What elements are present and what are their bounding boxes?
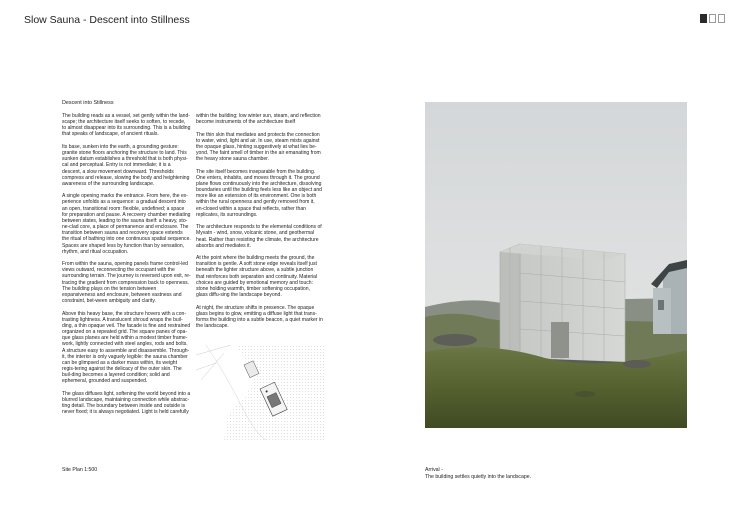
page-title: Slow Sauna - Descent into Stillness <box>24 14 190 26</box>
site-plan-label: Site Plan 1:500 <box>62 467 98 473</box>
page-indicator <box>700 14 725 23</box>
paragraph: The building reads as a vessel, set gently within the land-scape; the architecture itself seeks to soften, to recede, to almost disappear into its surrounding. This is a building that speaks of landscape, of ancient rituals. <box>62 113 191 138</box>
paragraph: At night, the structure shifts in presence. The opaque glass begins to glow, emitting a diffuse light that trans-forms the building into a subtle beacon, a quiet marker in the landscape. <box>196 304 323 330</box>
paragraph: Above this heavy base, the structure hovers with a con-trasting lightness. A translucent shroud wraps the buil-ding, a thin opaque veil. The facade is fine and restrained organized on a repeated grid. The square panes of opa-que glass planes are held within a modest timber frame-work, lightly connected with steel angles, rods and bolts. A structure easy to assemble and disassemble. Through-it, the interior is only vaguely legible: the sauna chamber can be glimpsed as a darker mass within, its weight regis-tering against the delicacy of the outer skin. The buil-ding becomes a layered condition; solid and ephemeral, grounded and suspended. <box>62 310 191 385</box>
paragraph: The thin skin that mediates and protects the connection to water, wind, light and air. In use, steam mists against the opaque glass, hinting suggestively at what lies be-yond. The faint smell of timber in the air emanating from the heavy stone sauna chamber. <box>196 131 321 163</box>
text-column-left <box>62 113 191 422</box>
section-heading: Descent into Stillness <box>62 100 114 106</box>
photo-caption <box>425 467 531 480</box>
paragraph: The architecture responds to the elemental conditions of Myvatn - wind, snow, volcanic stone, and geothermal heat. Rather than resisting the climate, the architecture absorbs and mediates it. <box>196 224 322 249</box>
paragraph: The site itself becomes inseparable from the building. One enters, inhabits, and moves through it. The ground plane flows continuously into the architecture, dissolving boundaries until the building feels less like an object and more like an extension of its environment. One is both within the rural openness and gently removed from it, en-closed within a space that reflects, rather than replicates, its surroundings. <box>196 168 322 218</box>
text-column-right <box>196 113 323 335</box>
caption-line-1: Arrival - <box>425 467 443 473</box>
paragraph: At the point where the building meets the ground, the transition is gentle. A soft stone edge reveals itself just beneath the lighter structure above, a subtle junction that reinforces both separation and continuity. Material choices are guided by emotional memory and touch: stone holding warmth, timber softening occupation, glass diffu-sing the landscape beyond. <box>196 255 318 299</box>
page-indicator-2[interactable] <box>709 14 716 23</box>
paragraph: The glass diffuses light, softening the world beyond into a blurred landscape, maintaining connection while abstrac-ting detail. The boundary between inside and outside is never fixed; it is always negotiated. Light is held carefully <box>62 390 191 416</box>
page-indicator-3[interactable] <box>718 14 725 23</box>
paragraph: A single opening marks the entrance. From here, the ex-perience unfolds as a sequence: a gradual descent into an open, transitional room: flexible, undefined; a space for preparation and pause. A recovery chamber mediating between states, leading to the sauna itself: a heavy, sto-ne-clad core, a place of permanence and enclosure. The transition between sauna and recovery space extends the ritual of bathing into one continuous spatial sequence. Spaces are shaped less by function than by sensation, rhythm, and ritual occupation. <box>62 193 191 255</box>
paragraph: From within the sauna, opening panels frame control-led views outward, reconnecting the occupant with the surrounding terrain. The journey is reversed upon exit, re-tracing the gradient from compression back to openness. The building plays on the tension between expansiveness and enclosure, between vastness and constraint, bet-ween ambiguity and clarity. <box>62 261 191 305</box>
landscape-photo <box>425 102 687 428</box>
paragraph: Its base, sunken into the earth, a grounding gesture: granite stone floors anchoring the structure to land. This sunken datum establishes a threshold that is both physi-cal and perceptual. Entry is not immediate; it is a descent, a slow movement downward. Thresholds compress and release, slowing the body and heightening awareness of the surrounding landscape. <box>62 143 190 187</box>
caption-line-2: The building settles quietly into the landscape. <box>425 473 532 480</box>
paragraph: within the building; low winter sun, steam, and reflection become instruments of the architecture itself <box>196 113 321 126</box>
building <box>500 244 625 366</box>
site-plan-drawing <box>196 345 326 440</box>
page-indicator-1[interactable] <box>700 14 707 23</box>
